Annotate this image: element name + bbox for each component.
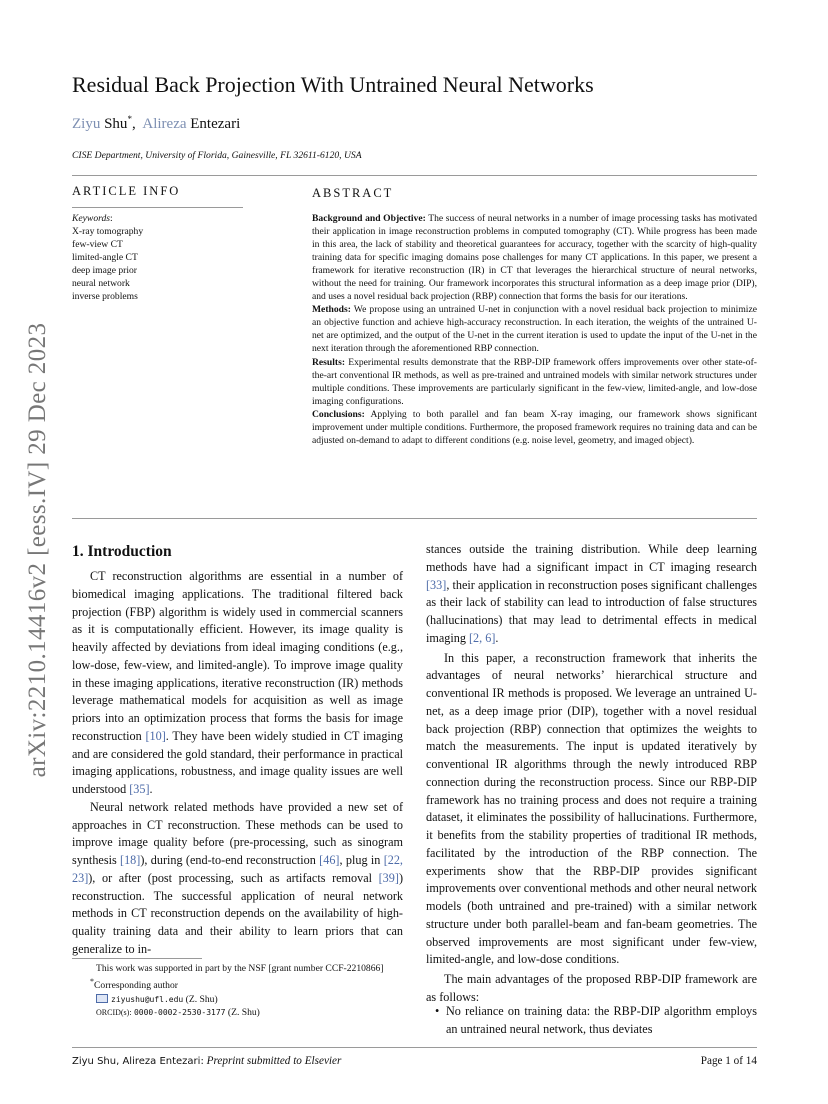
text-run: ), during (end-to-end reconstruction (140, 853, 320, 867)
orcid-owner: (Z. Shu) (227, 1007, 260, 1019)
keyword-item: inverse problems (72, 291, 138, 302)
text-run: . They have been widely studied in CT imaging and are considered the gold standard, their performance in practical imaging applications, robustness, and image quality issues are well understood (72, 728, 403, 796)
corresponding-text: Corresponding author (94, 980, 178, 992)
keyword-list (72, 212, 143, 303)
text-run: ), or after (post processing, such as artifacts removal (88, 870, 379, 885)
text-run: CT reconstruction algorithms are essential in a number of biomedical imaging applications. The traditional filtered back projection (FBP) algorithm is widely used in commercial scanners as it is computationally efficient. However, its image quality is heavily affected by deviations from ideal imaging conditions (e.g., low-dose, few-view, and limited-angle). To improve image quality in these imaging applications, iterative reconstruction (IR) methods leverage mathematical models for acquisition as well as image priors into an optimization process that forms the basis for image reconstruction (72, 569, 403, 743)
keyword-item: few-view CT (72, 239, 123, 250)
orcid-line (72, 1006, 412, 1019)
abstract-body (312, 212, 757, 447)
footer-venue: Preprint submitted to Elsevier (206, 1055, 342, 1067)
keywords-label: Keywords (72, 213, 111, 224)
running-footer (72, 1055, 341, 1067)
text-run: ) reconstruction. The successful application of neural network methods in CT reconstruction depends on the availability of high-quality training data and their ability to learn priors that can generalize to in- (72, 870, 403, 956)
left-column (72, 568, 403, 959)
abstract-divider (72, 518, 757, 519)
header-divider (72, 175, 757, 176)
page-number: Page 1 of 14 (700, 1055, 757, 1067)
affiliation: CISE Department, University of Florida, Gainesville, FL 32611-6120, USA (72, 150, 362, 161)
intro-paragraph-2 (72, 799, 403, 959)
author-separator: , (131, 116, 136, 132)
corresponding-mark: * (90, 977, 94, 987)
abstract-conclusions (312, 408, 757, 447)
footer-divider (72, 1047, 757, 1048)
citation-link[interactable]: [33] (426, 577, 447, 592)
advantage-text: No reliance on training data: the RBP-DIP algorithm employs an untrained neural network, thus deviates (446, 1004, 757, 1036)
methods-text: We propose using an untrained U-net in conjunction with a novel residual back projection to minimize an objective function and achieve high-accuracy reconstruction. In each iteration, the weights of the untrained U-net are optimized, and the output of the U-net in the current iteration is used to update the input of the U-net in the next iteration through the aforementioned RBP connection. (312, 304, 757, 355)
right-column (426, 541, 757, 1007)
advantage-list-item (435, 1003, 757, 1039)
paper-title: Residual Back Projection With Untrained Neural Networks (72, 72, 594, 97)
author1-mark: * (127, 114, 132, 124)
intro-paragraph-2-continued (426, 541, 757, 648)
email-link[interactable]: ziyushu@ufl.edu (111, 995, 184, 1004)
citation-link[interactable]: [22, 23] (72, 853, 403, 885)
footnote-divider (72, 958, 202, 959)
author1-family-name: Shu (104, 116, 128, 132)
intro-paragraph-1 (72, 568, 403, 799)
keyword-item: limited-angle CT (72, 252, 138, 263)
bullet-icon: • (435, 1004, 440, 1018)
intro-paragraph-3: In this paper, a reconstruction framework that inherits the advantages of neural networks’ hierarchical structure and conventional IR methods is proposed. We leverage an untrained U-net, as a deep image prior (DIP), together with a novel residual back projection (RBP) connection that optimizes the weights to match the measurements. The input is updated iteratively by conventional IR algorithms through the newly introduced RBP connection during the reconstruction process. Since our RBP-DIP framework has no training process and does not require a training dataset, it eliminates the possibility of hallucinations. Furthermore, it benefits from the stability properties of traditional IR methods, facilitated by the introduction of the RBP connection. The experiments show that the RBP-DIP provides significant improvements over conventional methods and other neural network models (both untrained and pre-trained) with a similar network structure under both parallel-beam and fan-beam geometries. The observed improvements are most significant under few-view, limited-angle, and low-dose conditions. (426, 650, 757, 967)
keyword-item: X-ray tomography (72, 226, 144, 237)
text-run: . (495, 630, 499, 645)
article-info-divider (72, 207, 243, 208)
keyword-item: neural network (72, 278, 130, 289)
background-text: The success of neural networks in a number of image processing tasks has motivated their application in image reconstruction problems in computed tomography (CT). While progress has been made in this area, the lack of stability and theoretical guarantees for accuracy, together with the scarcity of high-quality training data for specific imaging domains pose challenges for many CT applications. In this paper, we present a framework for iterative reconstruction (IR) in CT that leverages the hierarchical structure of neural networks, without the need for training. Our framework incorporates this structural information as a deep image prior (DIP), and uses a novel residual back projection (RBP) connection that forms the basis for our iterations. (312, 213, 757, 303)
article-info-heading: ARTICLE INFO (72, 184, 181, 198)
citation-link[interactable]: [35] (129, 782, 150, 796)
text-run: stances outside the training distribution. While deep learning methods have had a significant impact in CT imaging research (426, 542, 757, 574)
abstract-heading: ABSTRACT (312, 186, 394, 200)
funding-note: This work was supported in part by the NSF [grant number CCF-2210866] (96, 963, 384, 974)
email-line (72, 993, 412, 1006)
orcid-label: ORCID(s): (96, 1008, 132, 1018)
author-list (72, 114, 240, 133)
section-heading-introduction: 1. Introduction (72, 543, 172, 560)
citation-link[interactable]: [46] (319, 853, 340, 867)
footer-authors: Ziyu Shu, Alireza Entezari: (72, 1056, 204, 1067)
author2-family-name: Entezari (190, 116, 241, 132)
keywords-label-line: Keywords: (72, 213, 113, 224)
author1-given-name[interactable]: Ziyu (72, 116, 101, 132)
citation-link[interactable]: [39] (378, 870, 399, 885)
abstract-results (312, 356, 757, 408)
corresponding-note (72, 975, 412, 993)
arxiv-identifier: arXiv:2210.14416v2 [eess.IV] 29 Dec 2023 (24, 322, 51, 778)
methods-label: Methods: (312, 304, 351, 316)
orcid-id[interactable]: 0000-0002-2530-3177 (133, 1008, 226, 1018)
text-run: Neural network related methods have provided a new set of approaches in CT reconstruction. These methods can be used to improve image quality before (pre-processing, such as sinogram synthesis (72, 799, 403, 867)
conclusions-label: Conclusions: (312, 408, 365, 420)
arxiv-sidebar (8, 290, 68, 810)
results-label: Results: (312, 356, 346, 368)
results-text: Experimental results demonstrate that the RBP-DIP framework offers improvements over other state-of-the-art conventional IR methods, as well as pre-trained and untrained models with similar network structures under multiple conditions. These improvements are particularly significant in the few-view, limited-angle, and low-dose imaging configurations. (312, 356, 757, 407)
citation-link[interactable]: [2, 6] (469, 630, 496, 645)
intro-paragraph-4: The main advantages of the proposed RBP-DIP framework are as follows: (426, 972, 757, 1004)
text-run: , their application in reconstruction poses significant challenges as their lack of stability can lead to introduction of false structures (hallucinations) that may lead to detrimental effects in medical imaging (426, 577, 757, 645)
abstract-background (312, 212, 757, 303)
citation-link[interactable]: [18] (120, 853, 141, 867)
envelope-icon (96, 994, 108, 1003)
author2-given-name[interactable]: Alireza (142, 116, 187, 132)
footnotes (72, 962, 412, 1020)
text-run: . (149, 782, 153, 796)
text-run: , plug in (339, 853, 384, 867)
email-owner: (Z. Shu) (185, 994, 218, 1005)
background-label: Background and Objective: (312, 213, 426, 224)
keyword-item: deep image prior (72, 265, 137, 276)
citation-link[interactable]: [10] (145, 728, 166, 743)
conclusions-text: Applying to both parallel and fan beam X-ray imaging, our framework shows significant improvement under multiple conditions. Furthermore, the proposed framework requires no training data and can be adjusted on-demand to adapt to different conditions (e.g. noise level, geometry, and imaged object). (312, 408, 757, 446)
abstract-methods (312, 303, 757, 355)
